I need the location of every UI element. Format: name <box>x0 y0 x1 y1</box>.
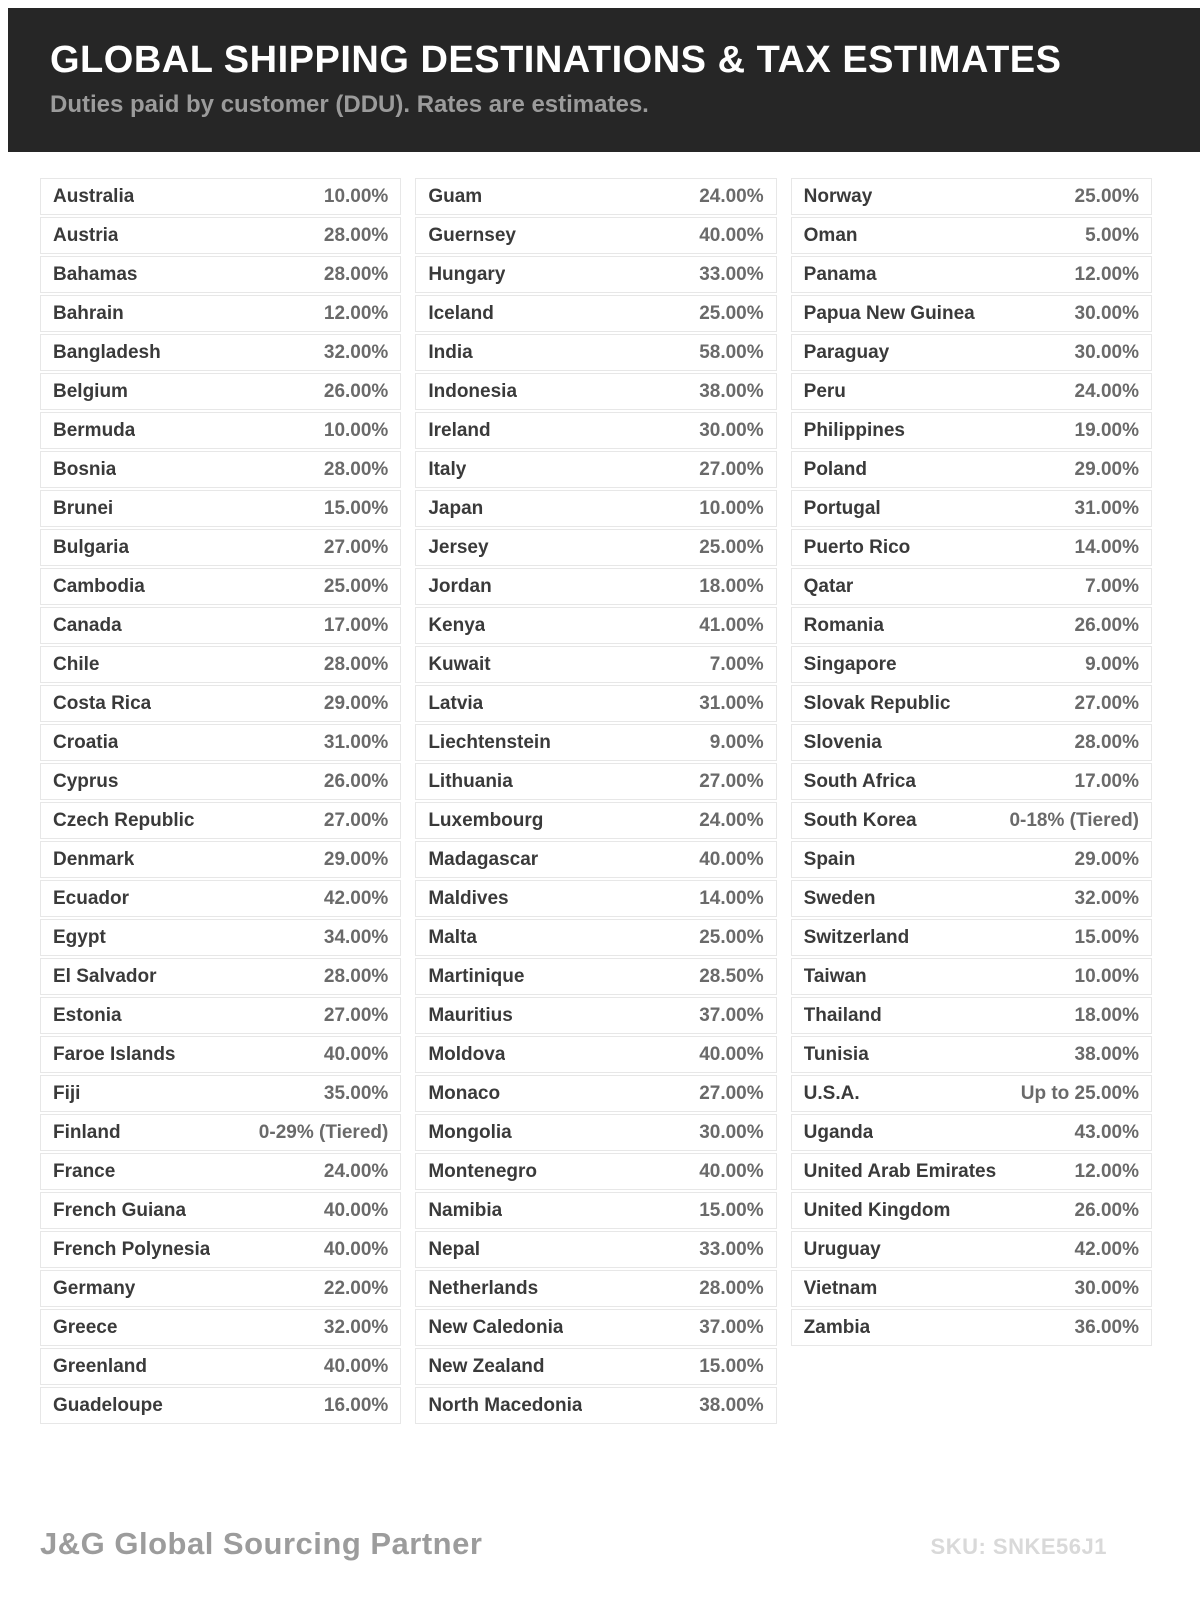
tax-rate: 28.00% <box>323 653 389 675</box>
table-row <box>40 724 401 761</box>
table-row <box>415 217 776 254</box>
country-name: Ecuador <box>53 887 130 909</box>
country-name: Martinique <box>428 965 525 987</box>
tax-rate: 33.00% <box>699 263 764 285</box>
country-name: North Macedonia <box>428 1394 583 1416</box>
table-row <box>40 958 401 995</box>
tax-rate: 27.00% <box>323 809 389 831</box>
country-name: Guernsey <box>428 224 516 246</box>
country-name: Thailand <box>803 1004 882 1026</box>
table-row <box>791 646 1152 683</box>
tax-rate: 31.00% <box>699 692 764 714</box>
country-name: Luxembourg <box>428 809 544 831</box>
country-name: Jersey <box>428 536 489 558</box>
table-row <box>791 373 1152 410</box>
table-row <box>415 724 776 761</box>
tax-rate: 25.00% <box>1074 185 1139 207</box>
country-name: Panama <box>803 263 877 285</box>
table-row <box>415 1387 776 1424</box>
tax-rate: 29.00% <box>323 692 389 714</box>
table-row <box>791 295 1152 332</box>
table-row <box>415 1348 776 1385</box>
country-name: Czech Republic <box>53 809 195 831</box>
table-row <box>40 1387 401 1424</box>
country-name: Finland <box>53 1121 121 1143</box>
country-name: United Arab Emirates <box>803 1160 997 1182</box>
table-row <box>415 451 776 488</box>
country-name: Bahamas <box>53 263 138 285</box>
tax-rate: 32.00% <box>1074 887 1139 909</box>
table-row <box>415 763 776 800</box>
country-name: Sweden <box>803 887 876 909</box>
country-name: Uruguay <box>803 1238 881 1260</box>
table-row <box>415 295 776 332</box>
table-row <box>791 763 1152 800</box>
table-row <box>791 412 1152 449</box>
table-row <box>791 841 1152 878</box>
tax-rate: 27.00% <box>699 1082 764 1104</box>
country-name: United Kingdom <box>803 1199 951 1221</box>
table-row <box>791 1075 1152 1112</box>
footer <box>40 1526 1152 1562</box>
table-row <box>415 1309 776 1346</box>
tax-rate: 9.00% <box>1085 653 1139 675</box>
country-name: Tunisia <box>803 1043 869 1065</box>
tax-rate: 15.00% <box>699 1355 764 1377</box>
tax-rate: 30.00% <box>1074 1277 1139 1299</box>
tax-rate: 10.00% <box>1074 965 1139 987</box>
tax-rate: 28.00% <box>699 1277 764 1299</box>
country-name: Uganda <box>803 1121 874 1143</box>
table-row <box>40 256 401 293</box>
country-name: Slovenia <box>803 731 882 753</box>
tax-rate: 28.00% <box>323 965 389 987</box>
tax-rate: 40.00% <box>699 1160 764 1182</box>
country-name: Kenya <box>428 614 486 636</box>
table-row <box>415 490 776 527</box>
tax-rate: 28.00% <box>323 458 389 480</box>
table-row <box>791 490 1152 527</box>
table-row <box>40 1075 401 1112</box>
table-row <box>40 334 401 371</box>
country-name: Denmark <box>53 848 135 870</box>
table-row <box>791 997 1152 1034</box>
table-row <box>415 802 776 839</box>
tax-rate: 16.00% <box>323 1394 389 1416</box>
country-name: Romania <box>803 614 884 636</box>
country-name: Bahrain <box>53 302 124 324</box>
country-name: Montenegro <box>428 1160 538 1182</box>
country-name: Liechtenstein <box>428 731 551 753</box>
table-row <box>40 841 401 878</box>
table-row <box>791 1153 1152 1190</box>
country-name: Paraguay <box>803 341 890 363</box>
tax-rate: 38.00% <box>1074 1043 1139 1065</box>
table-row <box>415 958 776 995</box>
table-row <box>40 451 401 488</box>
tax-rate: 42.00% <box>323 887 389 909</box>
country-name: El Salvador <box>53 965 157 987</box>
tax-rate: 29.00% <box>1074 458 1139 480</box>
tax-rate: 34.00% <box>323 926 389 948</box>
table-row <box>40 1270 401 1307</box>
tax-rate: 15.00% <box>1074 926 1139 948</box>
brand-name: J&G Global Sourcing Partner <box>40 1526 483 1561</box>
country-name: Singapore <box>803 653 897 675</box>
table-row <box>791 1270 1152 1307</box>
table-column-2 <box>415 178 776 1426</box>
tax-rate: 10.00% <box>323 419 389 441</box>
tax-rate: 12.00% <box>1074 263 1139 285</box>
table-row <box>791 217 1152 254</box>
country-name: Mongolia <box>428 1121 512 1143</box>
table-row <box>791 1231 1152 1268</box>
tax-rate: 32.00% <box>323 1316 389 1338</box>
table-row <box>40 646 401 683</box>
tax-rate: 14.00% <box>1074 536 1139 558</box>
table-row <box>40 373 401 410</box>
tax-rate: 28.50% <box>699 965 764 987</box>
tax-rate: 40.00% <box>323 1355 389 1377</box>
table-row <box>40 880 401 917</box>
tax-rate: 12.00% <box>323 302 389 324</box>
tax-rate: 31.00% <box>1074 497 1139 519</box>
country-name: India <box>428 341 473 363</box>
tax-rate: 10.00% <box>323 185 389 207</box>
country-name: Australia <box>53 185 135 207</box>
tax-rate: 27.00% <box>1074 692 1139 714</box>
country-name: Puerto Rico <box>803 536 911 558</box>
table-row <box>791 958 1152 995</box>
country-name: Oman <box>803 224 858 246</box>
tax-rate: 30.00% <box>1074 302 1139 324</box>
tax-rate: 35.00% <box>323 1082 389 1104</box>
table-row <box>415 1231 776 1268</box>
country-name: New Zealand <box>428 1355 545 1377</box>
country-name: Mauritius <box>428 1004 513 1026</box>
country-name: Bulgaria <box>53 536 130 558</box>
table-row <box>415 1036 776 1073</box>
tax-rate: 25.00% <box>323 575 389 597</box>
table-row <box>415 841 776 878</box>
table-row <box>791 334 1152 371</box>
country-name: Papua New Guinea <box>803 302 975 324</box>
country-name: France <box>53 1160 116 1182</box>
tax-rate-table <box>40 178 1152 1426</box>
country-name: Kuwait <box>428 653 491 675</box>
country-name: Guadeloupe <box>53 1394 163 1416</box>
table-row <box>40 1192 401 1229</box>
tax-rate: 26.00% <box>323 770 389 792</box>
tax-rate: 24.00% <box>699 809 764 831</box>
country-name: Madagascar <box>428 848 539 870</box>
tax-rate: 15.00% <box>323 497 389 519</box>
tax-rate: 26.00% <box>1074 614 1139 636</box>
table-row <box>415 1270 776 1307</box>
country-name: Chile <box>53 653 100 675</box>
table-row <box>40 802 401 839</box>
tax-rate: 12.00% <box>1074 1160 1139 1182</box>
country-name: Qatar <box>803 575 854 597</box>
table-row <box>40 1348 401 1385</box>
table-row <box>40 1036 401 1073</box>
tax-rate: 58.00% <box>699 341 764 363</box>
table-row <box>415 1192 776 1229</box>
tax-rate: 38.00% <box>699 380 764 402</box>
table-row <box>415 997 776 1034</box>
tax-rate: 41.00% <box>699 614 764 636</box>
country-name: Portugal <box>803 497 881 519</box>
country-name: Moldova <box>428 1043 506 1065</box>
country-name: Bermuda <box>53 419 136 441</box>
tax-rate: 26.00% <box>1074 1199 1139 1221</box>
country-name: Belgium <box>53 380 128 402</box>
sku-label: SKU: SNKE56J1 <box>930 1534 1107 1559</box>
table-row <box>40 1114 401 1151</box>
table-row <box>791 685 1152 722</box>
table-row <box>415 373 776 410</box>
country-name: Bangladesh <box>53 341 161 363</box>
tax-rate: 32.00% <box>323 341 389 363</box>
tax-rate: 18.00% <box>699 575 764 597</box>
country-name: Cyprus <box>53 770 119 792</box>
tax-rate: 27.00% <box>699 458 764 480</box>
table-row <box>40 178 401 215</box>
tax-rate: 17.00% <box>1074 770 1139 792</box>
country-name: Lithuania <box>428 770 513 792</box>
tax-rate: 18.00% <box>1074 1004 1139 1026</box>
country-name: Maldives <box>428 887 509 909</box>
country-name: Switzerland <box>803 926 910 948</box>
tax-rate: 27.00% <box>323 1004 389 1026</box>
table-row <box>40 685 401 722</box>
tax-rate: Up to 25.00% <box>1020 1082 1139 1104</box>
table-row <box>40 1231 401 1268</box>
tax-rate: 22.00% <box>323 1277 389 1299</box>
table-row <box>791 607 1152 644</box>
country-name: Peru <box>803 380 846 402</box>
table-row <box>415 178 776 215</box>
country-name: Nepal <box>428 1238 481 1260</box>
tax-rate: 40.00% <box>699 848 764 870</box>
tax-rate: 7.00% <box>709 653 764 675</box>
country-name: Brunei <box>53 497 114 519</box>
tax-rate: 40.00% <box>323 1199 389 1221</box>
tax-rate: 42.00% <box>1074 1238 1139 1260</box>
table-row <box>40 490 401 527</box>
country-name: Cambodia <box>53 575 145 597</box>
country-name: Greenland <box>53 1355 147 1377</box>
table-row <box>415 1075 776 1112</box>
table-row <box>791 724 1152 761</box>
country-name: French Polynesia <box>53 1238 211 1260</box>
country-name: Indonesia <box>428 380 518 402</box>
country-name: Norway <box>803 185 873 207</box>
tax-rate: 27.00% <box>323 536 389 558</box>
tax-rate: 28.00% <box>323 263 389 285</box>
tax-rate: 30.00% <box>699 419 764 441</box>
country-name: Fiji <box>53 1082 81 1104</box>
tax-rate: 10.00% <box>699 497 764 519</box>
tax-rate: 29.00% <box>323 848 389 870</box>
tax-rate: 15.00% <box>699 1199 764 1221</box>
table-row <box>791 802 1152 839</box>
table-row <box>791 1309 1152 1346</box>
country-name: Canada <box>53 614 122 636</box>
table-row <box>415 568 776 605</box>
table-row <box>40 1309 401 1346</box>
tax-rate: 38.00% <box>699 1394 764 1416</box>
country-name: Philippines <box>803 419 906 441</box>
table-row <box>791 568 1152 605</box>
country-name: Croatia <box>53 731 119 753</box>
tax-rate: 28.00% <box>323 224 389 246</box>
tax-rate: 40.00% <box>699 224 764 246</box>
country-name: Vietnam <box>803 1277 878 1299</box>
table-row <box>415 880 776 917</box>
table-row <box>40 412 401 449</box>
tax-rate: 25.00% <box>699 926 764 948</box>
table-row <box>415 256 776 293</box>
country-name: Netherlands <box>428 1277 539 1299</box>
country-name: Costa Rica <box>53 692 152 714</box>
table-row <box>415 1114 776 1151</box>
country-name: Bosnia <box>53 458 117 480</box>
table-row <box>415 412 776 449</box>
tax-rate: 7.00% <box>1085 575 1139 597</box>
table-row <box>415 529 776 566</box>
page-subtitle: Duties paid by customer (DDU). Rates are estimates. <box>50 91 649 119</box>
country-name: Taiwan <box>803 965 867 987</box>
table-row <box>40 1153 401 1190</box>
country-name: Italy <box>428 458 467 480</box>
table-row <box>40 295 401 332</box>
country-name: Hungary <box>428 263 506 285</box>
country-name: South Korea <box>803 809 917 831</box>
tax-rate: 25.00% <box>699 302 764 324</box>
table-row <box>791 919 1152 956</box>
tax-rate: 17.00% <box>323 614 389 636</box>
tax-rate: 24.00% <box>1074 380 1139 402</box>
table-column-1 <box>40 178 401 1426</box>
tax-rate: 9.00% <box>709 731 764 753</box>
table-row <box>791 1036 1152 1073</box>
table-row <box>40 997 401 1034</box>
tax-rate: 33.00% <box>699 1238 764 1260</box>
tax-rate: 40.00% <box>323 1238 389 1260</box>
table-row <box>415 1153 776 1190</box>
table-row <box>40 568 401 605</box>
tax-rate: 28.00% <box>1074 731 1139 753</box>
table-row <box>415 919 776 956</box>
country-name: Ireland <box>428 419 491 441</box>
tax-rate: 30.00% <box>1074 341 1139 363</box>
tax-rate: 31.00% <box>323 731 389 753</box>
country-name: Germany <box>53 1277 136 1299</box>
table-column-3 <box>791 178 1152 1348</box>
tax-rate: 14.00% <box>699 887 764 909</box>
table-row <box>791 451 1152 488</box>
tax-rate: 19.00% <box>1074 419 1139 441</box>
tax-rate: 29.00% <box>1074 848 1139 870</box>
country-name: Guam <box>428 185 483 207</box>
tax-rate: 40.00% <box>323 1043 389 1065</box>
table-row <box>415 646 776 683</box>
table-row <box>40 763 401 800</box>
table-row <box>791 880 1152 917</box>
tax-rate: 40.00% <box>699 1043 764 1065</box>
country-name: Austria <box>53 224 119 246</box>
country-name: Faroe Islands <box>53 1043 176 1065</box>
country-name: Greece <box>53 1316 118 1338</box>
page-title: GLOBAL SHIPPING DESTINATIONS & TAX ESTIMATES <box>50 38 1062 81</box>
tax-rate: 36.00% <box>1074 1316 1139 1338</box>
country-name: U.S.A. <box>803 1082 860 1104</box>
tax-rate: 26.00% <box>323 380 389 402</box>
country-name: Latvia <box>428 692 484 714</box>
country-name: Monaco <box>428 1082 501 1104</box>
table-row <box>791 178 1152 215</box>
country-name: Spain <box>803 848 856 870</box>
tax-rate: 24.00% <box>699 185 764 207</box>
tax-rate: 25.00% <box>699 536 764 558</box>
table-row <box>791 1192 1152 1229</box>
tax-rate: 43.00% <box>1074 1121 1139 1143</box>
country-name: Estonia <box>53 1004 122 1026</box>
table-row <box>40 217 401 254</box>
country-name: Zambia <box>803 1316 871 1338</box>
table-row <box>791 256 1152 293</box>
table-row <box>415 685 776 722</box>
country-name: French Guiana <box>53 1199 187 1221</box>
country-name: Iceland <box>428 302 494 324</box>
table-row <box>791 1114 1152 1151</box>
tax-rate: 37.00% <box>699 1004 764 1026</box>
header-banner <box>8 8 1200 152</box>
tax-rate: 24.00% <box>323 1160 389 1182</box>
tax-rate: 30.00% <box>699 1121 764 1143</box>
tax-rate: 37.00% <box>699 1316 764 1338</box>
tax-rate: 0-29% (Tiered) <box>258 1121 389 1143</box>
table-row <box>791 529 1152 566</box>
country-name: Malta <box>428 926 477 948</box>
table-row <box>415 607 776 644</box>
tax-rate: 5.00% <box>1085 224 1139 246</box>
tax-rate: 27.00% <box>699 770 764 792</box>
table-row <box>40 607 401 644</box>
country-name: Poland <box>803 458 867 480</box>
country-name: Egypt <box>53 926 106 948</box>
table-row <box>40 529 401 566</box>
table-row <box>40 919 401 956</box>
table-row <box>415 334 776 371</box>
country-name: Namibia <box>428 1199 503 1221</box>
tax-rate: 0-18% (Tiered) <box>1009 809 1139 831</box>
country-name: Slovak Republic <box>803 692 951 714</box>
country-name: Jordan <box>428 575 492 597</box>
country-name: New Caledonia <box>428 1316 564 1338</box>
country-name: Japan <box>428 497 484 519</box>
country-name: South Africa <box>803 770 916 792</box>
